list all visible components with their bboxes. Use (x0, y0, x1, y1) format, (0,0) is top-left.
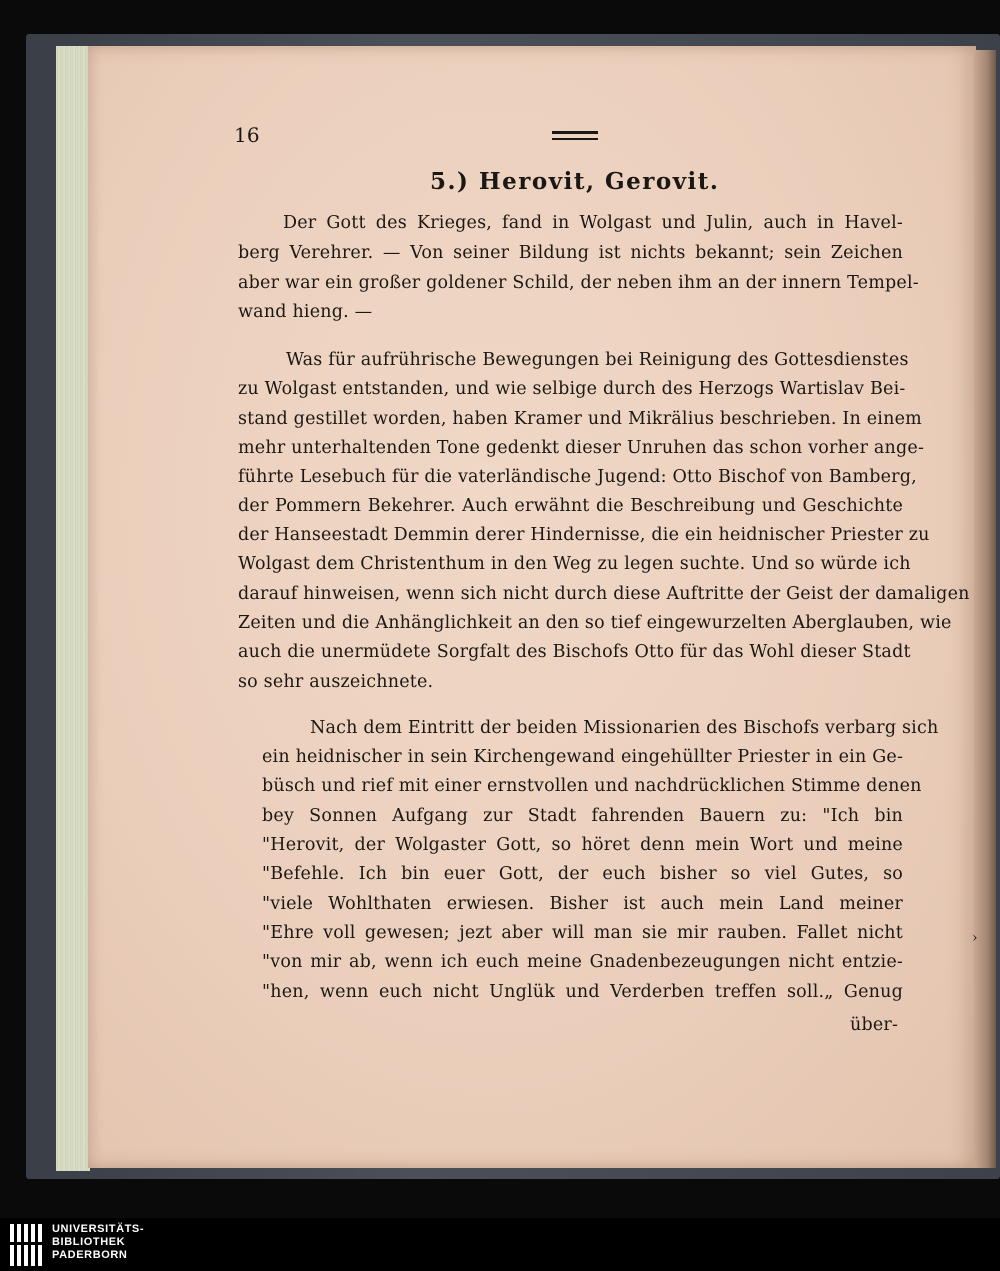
paragraph-3-line: Nach dem Eintritt der beiden Missionarien des Bischofs verbarg sich (310, 718, 939, 738)
paragraph-2-line: Wolgast dem Christenthum in den Weg zu legen suchte. Und so würde ich (238, 554, 911, 574)
page-number: 16 (234, 123, 260, 147)
paragraph-1-line: Der Gott des Krieges, fand in Wolgast und Julin, auch in Havel- (283, 213, 903, 233)
paragraph-3-line: ein heidnischer in sein Kirchengewand eingehüllter Priester in ein Ge- (262, 747, 904, 767)
catchword: über- (850, 1015, 899, 1035)
library-name-line: PADERBORN (52, 1249, 128, 1261)
paragraph-3-line: "hen, wenn euch nicht Unglük und Verderben treffen soll.„ Genug (262, 982, 903, 1002)
paragraph-2-line: mehr unterhaltenden Tone gedenkt dieser Unruhen das schon vorher ange- (238, 438, 925, 458)
page-stack-edge (56, 46, 90, 1171)
section-heading: 5.) Herovit, Gerovit. (430, 168, 720, 195)
page-gutter-shadow (974, 50, 996, 1168)
paragraph-2-line: zu Wolgast entstanden, und wie selbige durch des Herzogs Wartislav Bei- (238, 379, 906, 399)
paragraph-1-line: wand hieng. — (238, 302, 373, 322)
paragraph-2-line: der Hanseestadt Demmin derer Hindernisse, die ein heidnischer Priester zu (238, 525, 930, 545)
paragraph-2-line: Was für aufrührische Bewegungen bei Reinigung des Gottesdienstes (286, 350, 909, 370)
paragraph-2-line: führte Lesebuch für die vaterländische Jugend: Otto Bischof von Bamberg, (238, 467, 917, 487)
paragraph-3-line: bey Sonnen Aufgang zur Stadt fahrenden Bauern zu: "Ich bin (262, 806, 903, 826)
library-logo-icon (8, 1222, 48, 1268)
paragraph-3-line: büsch und rief mit einer ernstvollen und nachdrücklichen Stimme denen (262, 776, 922, 796)
paragraph-2-line: der Pommern Bekehrer. Auch erwähnt die Beschreibung und Geschichte (238, 496, 903, 516)
library-name-line: BIBLIOTHEK (52, 1236, 126, 1248)
paragraph-3-line: "Befehle. Ich bin euer Gott, der euch bisher so viel Gutes, so (262, 864, 903, 884)
footer-bar (0, 1218, 1000, 1271)
paragraph-1-line: aber war ein großer goldener Schild, der neben ihm an der innern Tempel- (238, 273, 919, 293)
ornamental-rule (552, 131, 598, 140)
paragraph-3-line: "viele Wohlthaten erwiesen. Bisher ist auch mein Land meiner (262, 894, 903, 914)
paragraph-3-line: "von mir ab, wenn ich euch meine Gnadenbezeugungen nicht entzie- (262, 952, 903, 972)
paragraph-2-line: stand gestillet worden, haben Kramer und Mikrälius beschrieben. In einem (238, 409, 922, 429)
library-name-line: UNIVERSITÄTS- (52, 1223, 145, 1235)
page-marker-icon: › (972, 930, 978, 946)
paragraph-2-line: so sehr auszeichnete. (238, 672, 434, 692)
paragraph-2-line: Zeiten und die Anhänglichkeit an den so tief eingewurzelten Aberglauben, wie (238, 613, 952, 633)
paragraph-3-line: "Herovit, der Wolgaster Gott, so höret denn mein Wort und meine (262, 835, 903, 855)
paragraph-3-line: "Ehre voll gewesen; jezt aber will man sie mir rauben. Fallet nicht (262, 923, 903, 943)
paragraph-2-line: darauf hinweisen, wenn sich nicht durch diese Auftritte der Geist der damaligen (238, 584, 970, 604)
paragraph-1-line: berg Verehrer. — Von seiner Bildung ist nichts bekannt; sein Zeichen (238, 243, 903, 263)
paragraph-2-line: auch die unermüdete Sorgfalt des Bischofs Otto für das Wohl dieser Stadt (238, 642, 911, 662)
